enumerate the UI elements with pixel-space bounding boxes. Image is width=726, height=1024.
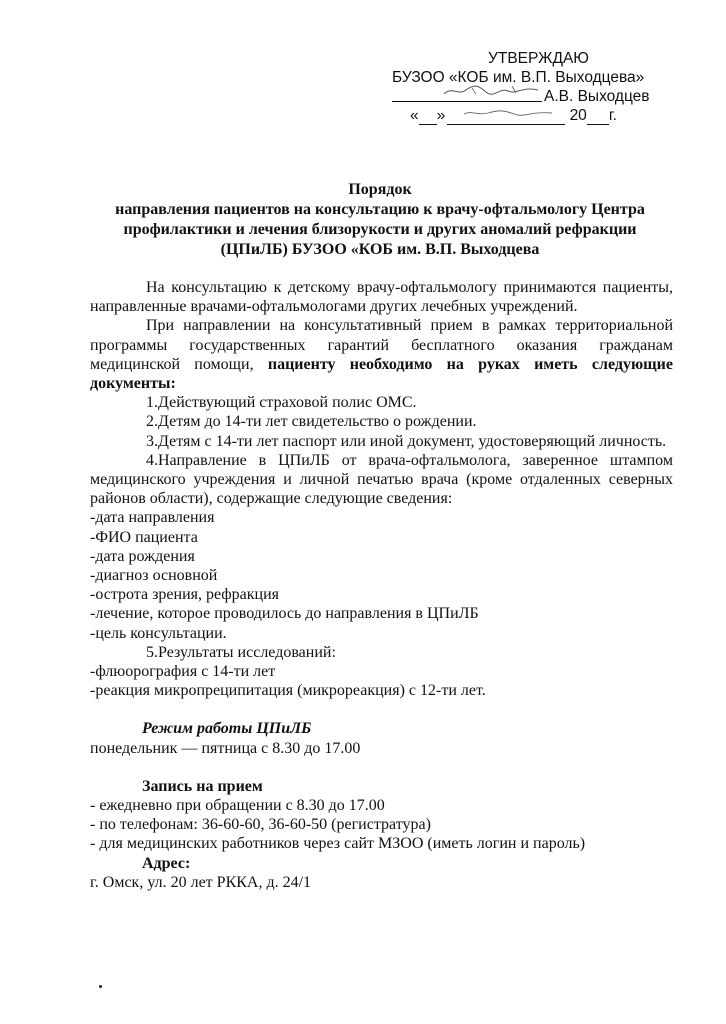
- schedule-header: Режим работы ЦПиЛБ: [142, 720, 312, 738]
- date-month-scribble: [460, 104, 560, 120]
- date-year: 20: [569, 107, 587, 124]
- doc-item-5: 5.Результаты исследований:: [146, 643, 336, 661]
- document-body: [90, 278, 673, 892]
- doc-item-4: 4.Направление в ЦПиЛБ от врача-офтальмолога, заверенное штампом медицинского учреждения и личной печатью врача (кроме отдаленных северных районов области), содержащие следующие сведения:: [90, 451, 673, 508]
- paragraph-requirements: [90, 316, 673, 393]
- date-day-blank: [419, 110, 437, 125]
- detail-item: -диагноз основной: [90, 567, 218, 585]
- spacer: [90, 758, 673, 777]
- research-item: -реакция микропреципитация (микрореакция) с 12-ти лет.: [90, 682, 486, 700]
- doc-item-3: 3.Детям с 14-ти лет паспорт или иной документ, удостоверяющий личность.: [146, 432, 667, 450]
- schedule-hours: понедельник — пятница с 8.30 до 17.00: [90, 739, 361, 757]
- appointment-line: - для медицинских работников через сайт МЗОО (иметь логин и пароль): [90, 835, 586, 853]
- date-open-quote: «: [410, 107, 419, 124]
- address-value: г. Омск, ул. 20 лет РККА, д. 24/1: [90, 873, 312, 891]
- paragraph-intro: На консультацию к детскому врачу-офтальмологу принимаются пациенты, направленные врачами-офтальмологами других лечебных учреждений.: [90, 279, 673, 316]
- appointment-line: - по телефонам: 36-60-60, 36-60-50 (регистратура): [90, 816, 431, 834]
- detail-item: -острота зрения, рефракция: [90, 586, 280, 604]
- heading-line-1: Порядок: [348, 181, 412, 198]
- date-year-blank: [587, 110, 609, 125]
- detail-item: -дата рождения: [90, 547, 195, 565]
- address-header: Адрес:: [142, 854, 191, 872]
- doc-item-2: 2.Детям до 14-ти лет свидетельство о рождении.: [146, 413, 477, 431]
- heading-line-3: профилактики и лечения близорукости и других аномалий рефракции: [123, 221, 637, 238]
- detail-item: -цель консультации.: [90, 624, 227, 642]
- document-heading: [90, 180, 670, 260]
- detail-item: -лечение, которое проводилось до направления в ЦПиЛБ: [90, 605, 479, 623]
- appointment-header: Запись на прием: [142, 777, 263, 795]
- appointment-line: - ежедневно при обращении с 8.30 до 17.00: [90, 797, 385, 815]
- approval-signatory: А.В. Выходцев: [544, 88, 650, 105]
- research-item: -флюорография с 14-ти лет: [90, 663, 276, 681]
- heading-line-2: направления пациентов на консультацию к врачу-офтальмологу Центра: [115, 201, 645, 218]
- signature-scribble: [442, 82, 542, 98]
- date-close-quote: »: [436, 107, 446, 124]
- date-suffix: г.: [608, 107, 617, 124]
- doc-item-1: 1.Действующий страховой полис ОМС.: [146, 394, 417, 412]
- requirements-bold: пациенту необходимо на руках иметь следующие документы:: [90, 355, 673, 393]
- approval-title: УТВЕРЖДАЮ: [488, 50, 589, 67]
- heading-line-4: (ЦПиЛБ) БУЗОО «КОБ им. В.П. Выходцева: [220, 241, 540, 258]
- approval-organization: БУЗОО «КОБ им. В.П. Выходцева»: [392, 69, 645, 86]
- stray-dot: [99, 985, 102, 988]
- requirements-text: При направлении на консультативный прием в рамках территориальной программы государственных гарантий бесплатного оказания гражданам медицинской помощи,: [90, 317, 673, 373]
- detail-item: -ФИО пациента: [90, 528, 198, 546]
- spacer: [90, 700, 673, 719]
- detail-item: -дата направления: [90, 509, 215, 527]
